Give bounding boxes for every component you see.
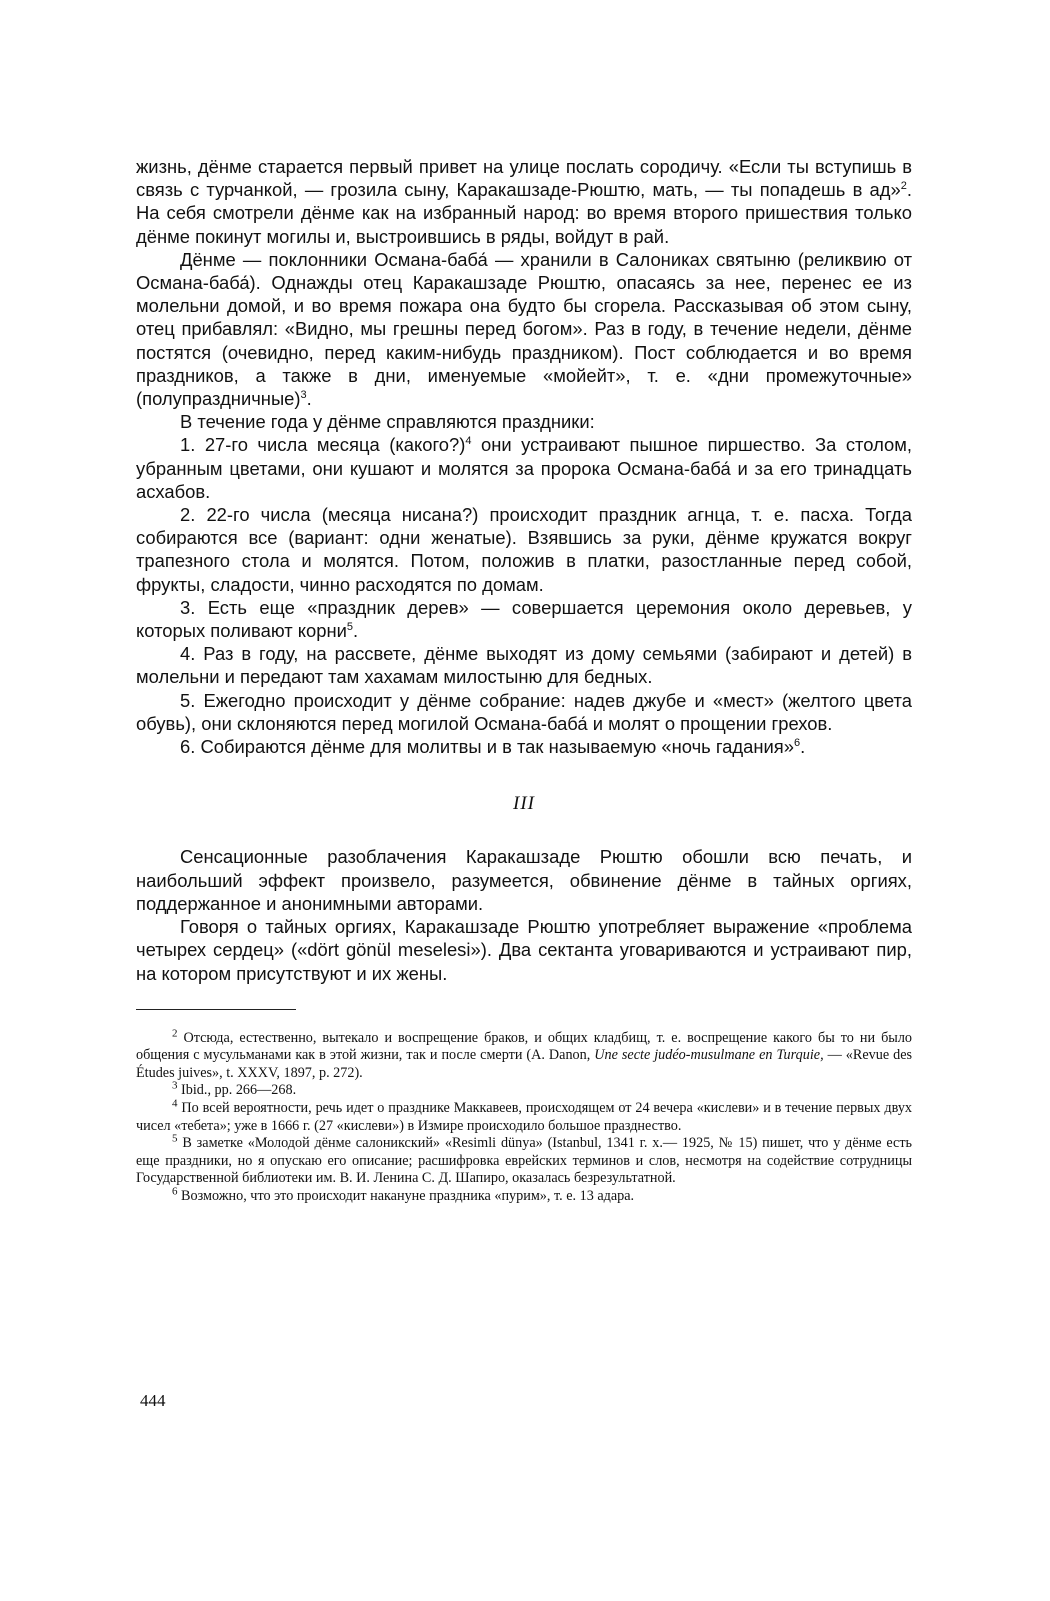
paragraph-text-tail: они устраивают пышное пиршество. За столом, убранным цветами, они кушают и молятся за пророка Османа-баба́ и за его тринадцать асхабов. [136,434,912,502]
footnote-ref: 6 [793,736,801,749]
footnotes [136,1026,913,1206]
footnote-ref: 4 [465,435,472,448]
main-text [136,155,912,985]
footnote [136,1185,912,1206]
paragraph [136,248,912,410]
paragraph-text: 6. Собираются дёнме для молитвы и в так называемую «ночь гадания» [180,736,794,758]
paragraph-text-tail: . [306,388,312,410]
footnote [136,1079,912,1100]
paragraph-text-tail: . [800,736,806,758]
paragraph-text-tail: . [353,620,359,642]
footnote-number: 2 [172,1026,178,1039]
list-item [136,735,912,758]
paragraph-text: 4. Раз в году, на рассвете, дёнме выходят из дому семьями (забирают и детей) в молельни и передают там хахамам милостыню для бедных. [136,643,912,688]
paragraph-text: жизнь, дёнме старается первый привет на улице послать сородичу. «Если ты вступишь в связь с турчанкой, — грозила сыну, Каракашзаде-Рюштю, мать, — ты попадешь в ад» [136,156,912,201]
footnote [136,1132,912,1188]
paragraph [136,845,912,915]
footnote-text: В заметке «Молодой дёнме салоникский» «Resimli dünya» (Istanbul, 1341 г. х.— 1925, № 15) пишет, что у дёнме есть еще праздники, но я опускаю его описание; расшифровка еврейских терминов и слов, несмотря на содействие сотрудницы Государственной библиотеки им. В. И. Ленина С. Д. Шапиро, оказалась безрезультатной. [136,1135,912,1187]
list-item [136,503,912,596]
footnote-text-tail: — «Revue des Études juives», t. XXXV, 1897, p. 272). [136,1047,913,1081]
footnote-divider [136,1009,296,1010]
list-item [136,642,912,688]
footnote-text: Возможно, что это происходит накануне праздника «пурим», т. е. 13 адара. [181,1188,635,1205]
list-item [136,433,912,503]
footnote-number: 5 [172,1132,178,1145]
list-item [136,596,912,642]
footnote [136,1097,913,1135]
paragraph-text: 2. 22-го числа (месяца нисана?) происходит праздник агнца, т. е. пасха. Тогда собираются все (вариант: одни женатые). Взявшись за руки, дёнме кружатся вокруг трапезного стола и молятся. Потом, положив в платки, разостланные перед собой, фрукты, сладости, чинно расходятся по домам. [136,504,912,595]
footnote-italic-title: Une secte judéo-musulmane en Turquie, [594,1047,824,1064]
page-content [136,155,912,1206]
footnote-number: 3 [172,1079,178,1092]
footnote-text: Ibid., pp. 266—268. [181,1082,297,1099]
footnote-ref: 3 [300,388,307,401]
footnote-number: 4 [172,1097,178,1110]
paragraph-text: В течение года у дёнме справляются праздники: [180,411,595,433]
section-heading: III [513,793,535,815]
paragraph-text: Говоря о тайных оргиях, Каракашзаде Рюштю употребляет выражение «проблема четырех сердец» («dört gönül meselesi»). Два сектанта уговариваются и устраивают пир, на котором присутствуют и их жены. [136,916,912,984]
page-number: 444 [140,1391,166,1410]
paragraph [136,155,912,248]
paragraph [136,915,912,985]
paragraph-text: 3. Есть еще «праздник дерев» — совершается церемония около деревьев, у которых поливают корни [136,596,912,642]
paragraph-text-tail: . На себя смотрели дёнме как на избранный народ: во время второго пришествия только дёнме покинут могилы и, выстроившись в ряды, войдут в рай. [136,179,912,247]
footnote-text: Отсюда, естественно, вытекало и воспрещение браков, и общих кладбищ, т. е. воспрещение какого бы то ни было общения с мусульманами как в этой жизни, так и после смерти (A. Danon, [136,1029,912,1064]
paragraph-text: 5. Ежегодно происходит у дёнме собрание: надев джубе и «мест» (желтого цвета обувь), они склоняются перед могилой Османа-баба́ и молят о прощении грехов. [136,689,912,734]
footnote-number: 6 [172,1185,178,1198]
footnote-ref: 2 [900,180,907,193]
footnote-ref: 5 [346,620,354,633]
paragraph-text: Дёнме — поклонники Османа-баба́ — хранили в Салониках святыню (реликвию от Османа-баба́). Однажды отец Каракашзаде Рюштю, опасаясь за нее, перенес ее из молельни домой, и во время пожара она будто бы сгорела. Рассказывая об этом сыну, отец прибавлял: «Видно, мы грешны перед богом». Раз в году, в течение недели, дёнме постятся (очевидно, перед каким-нибудь праздником). Пост соблюдается и во время праздников, а также в дни, именуемые «мойейт», т. е. «дни промежуточные» (полупраздничные) [136,248,912,410]
paragraph-text: Сенсационные разоблачения Каракашзаде Рюштю обошли всю печать, и наибольший эффект произвело, разумеется, обвинение дёнме в тайных оргиях, поддержанное и анонимными авторами. [136,846,912,914]
list-item [136,689,912,735]
paragraph [136,410,912,433]
footnote-text: По всей вероятности, речь идет о празднике Маккавеев, происходящем от 24 вечера «кислеви» и в течение первых двух чисел «тебета»; уже в 1666 г. (27 «кислеви») в Измире происходило большое празднество. [136,1100,913,1134]
paragraph-text: 1. 27-го числа месяца (какого?) [180,434,466,456]
footnote [136,1026,913,1083]
